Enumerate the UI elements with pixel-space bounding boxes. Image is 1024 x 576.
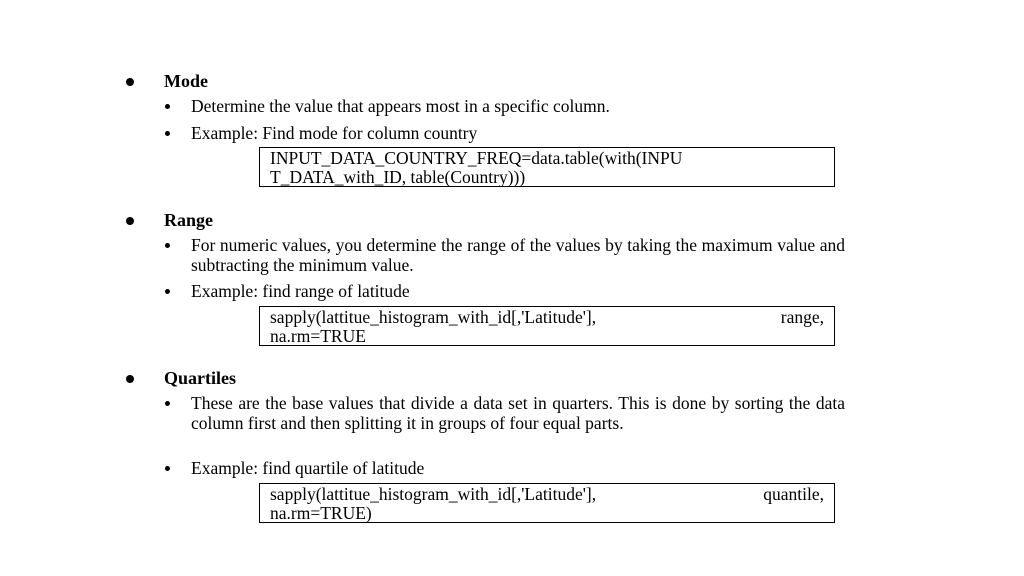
code-line	[270, 168, 824, 187]
code-line	[270, 149, 824, 168]
bullet-icon	[165, 104, 170, 109]
bullet-icon	[165, 243, 170, 248]
bullet-icon	[165, 131, 170, 136]
section-heading: Range	[164, 210, 213, 230]
list-item	[165, 97, 845, 117]
list-item-text: Determine the value that appears most in a specific column.	[191, 96, 610, 116]
code-line	[270, 504, 824, 523]
code-block	[259, 147, 835, 187]
code-text: T_DATA_with_ID, table(Country)))	[270, 166, 526, 187]
section-heading: Quartiles	[164, 368, 236, 388]
code-block	[259, 306, 835, 346]
list-item	[165, 124, 845, 144]
code-text: na.rm=TRUE	[270, 325, 366, 346]
list-item-text: Example: find range of latitude	[191, 281, 410, 301]
code-text: na.rm=TRUE)	[270, 502, 372, 523]
code-text: range,	[780, 307, 824, 327]
code-text: quantile,	[763, 484, 824, 504]
list-item	[165, 282, 845, 302]
list-item-text: Example: Find mode for column country	[191, 123, 478, 143]
list-item-text: For numeric values, you determine the range of the values by taking the maximum value and subtracting the minimum value.	[191, 235, 845, 275]
list-item-text: Example: find quartile of latitude	[191, 458, 425, 478]
section-heading: Mode	[164, 71, 208, 91]
bullet-icon	[126, 375, 134, 383]
bullet-icon	[126, 217, 134, 225]
code-line	[270, 308, 824, 327]
code-text: INPUT_DATA_COUNTRY_FREQ=data.table(with(INPU	[270, 148, 683, 168]
list-item	[165, 236, 845, 275]
bullet-icon	[165, 289, 170, 294]
list-item	[165, 394, 845, 433]
code-text: sapply(lattitue_histogram_with_id[,'Latitude'],	[270, 307, 597, 327]
code-block	[259, 483, 835, 523]
code-text: sapply(lattitue_histogram_with_id[,'Latitude'],	[270, 484, 597, 504]
bullet-icon	[126, 78, 134, 86]
list-item	[165, 459, 845, 479]
bullet-icon	[165, 401, 170, 406]
code-line	[270, 327, 824, 346]
bullet-icon	[165, 466, 170, 471]
code-line	[270, 485, 824, 504]
list-item-text: These are the base values that divide a data set in quarters. This is done by sorting the data column first and then splitting it in groups of four equal parts.	[191, 393, 845, 433]
